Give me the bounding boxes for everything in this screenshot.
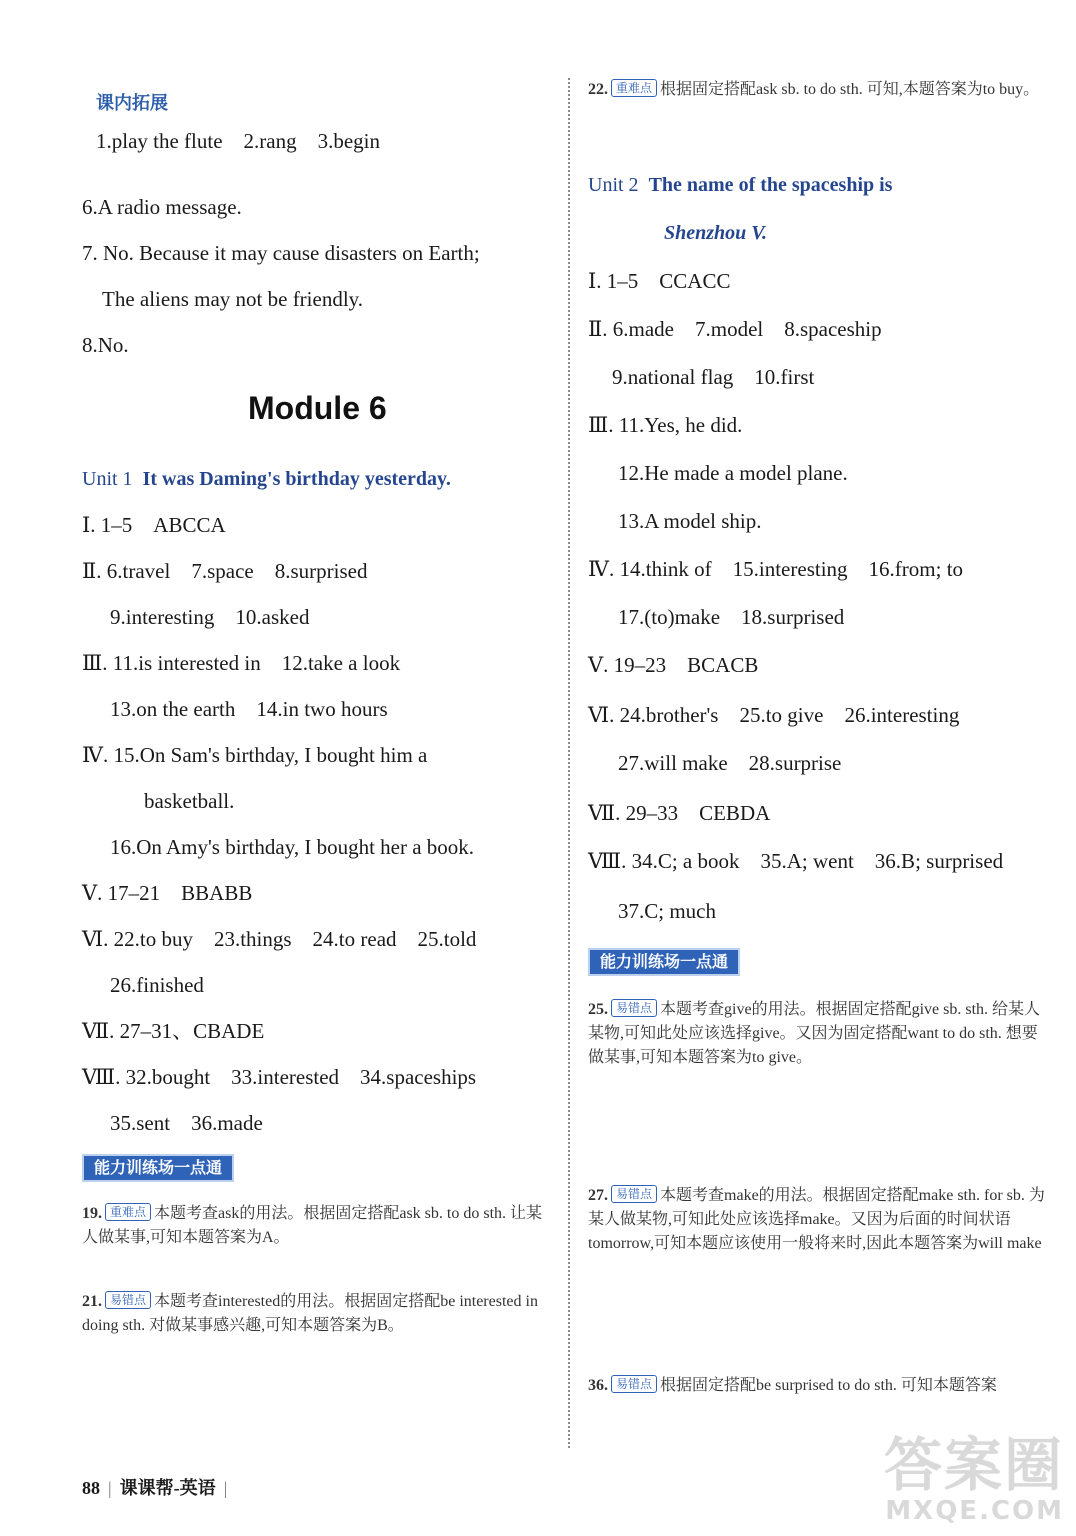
page-footer: 88 | 课课帮-英语 | xyxy=(82,1478,228,1498)
answer-line: Ⅳ. 14.think of 15.interesting 16.from; to xyxy=(588,557,964,581)
answer-line: basketball. xyxy=(144,789,235,813)
unit2-prefix: Unit 2 xyxy=(588,174,639,196)
note-number: 27. xyxy=(588,1187,608,1204)
note-tag: 易错点 xyxy=(611,1375,657,1393)
answer-line: 7. No. Because it may cause disasters on Earth; xyxy=(82,241,480,265)
answer-line: 37.C; much xyxy=(618,899,716,923)
section-banner: 能力训练场一点通 xyxy=(588,948,740,976)
explanation-note xyxy=(588,1184,1050,1256)
answer-line: 9.interesting 10.asked xyxy=(110,605,310,629)
note-number: 25. xyxy=(588,1001,608,1018)
unit2-title-line2 xyxy=(664,220,767,246)
note-tag: 易错点 xyxy=(611,1185,657,1203)
answer-line: Ⅷ. 34.C; a book 35.A; went 36.B; surprised xyxy=(588,849,1004,873)
note-text: 本题考查make的用法。根据固定搭配make sth. for sb. 为某人做某物,可知此处应该选择make。又因为后面的时间状语tomorrow,可知本题应该使用一般将来时,因此本题答案为will make xyxy=(588,1187,1045,1252)
section-head-kenei: 课内拓展 xyxy=(96,93,168,113)
watermark-small: MXQE.COM xyxy=(885,1496,1064,1526)
watermark-logo xyxy=(883,1431,1064,1526)
column-divider xyxy=(568,78,570,1448)
note-text: 根据固定搭配be surprised to do sth. 可知本题答案 xyxy=(660,1377,997,1394)
explanation-note xyxy=(588,998,1050,1070)
unit2-title-italic: Shenzhou V. xyxy=(664,222,768,244)
answer-line: 27.will make 28.surprise xyxy=(618,751,842,775)
answer-line: 16.On Amy's birthday, I bought her a book. xyxy=(110,835,475,859)
note-text: 本题考查ask的用法。根据固定搭配ask sb. to do sth. 让某人做某事,可知本题答案为A。 xyxy=(82,1205,543,1246)
note-tag: 重难点 xyxy=(611,79,657,97)
note-text: 根据固定搭配ask sb. to do sth. 可知,本题答案为to buy。 xyxy=(660,81,1040,98)
unit2-title-line1: The name of the spaceship is xyxy=(648,174,893,196)
page-number: 88 xyxy=(82,1478,100,1498)
note-tag: 易错点 xyxy=(611,999,657,1017)
answer-line: Ⅱ. 6.made 7.model 8.spaceship xyxy=(588,317,882,341)
answer-line: Ⅵ. 22.to buy 23.things 24.to read 25.told xyxy=(82,927,477,951)
answer-line: 12.He made a model plane. xyxy=(618,461,848,485)
answer-line: Ⅷ. 32.bought 33.interested 34.spaceships xyxy=(82,1065,477,1089)
note-number: 19. xyxy=(82,1205,102,1222)
module-title: Module 6 xyxy=(248,390,387,426)
book-title: 课课帮-英语 xyxy=(119,1478,216,1498)
note-tag: 易错点 xyxy=(105,1291,151,1309)
section-banner: 能力训练场一点通 xyxy=(82,1154,234,1182)
answer-line: Ⅶ. 29–33 CEBDA xyxy=(588,801,771,825)
unit1-prefix: Unit 1 xyxy=(82,468,133,490)
explanation-note xyxy=(82,1202,544,1250)
answer-line: 1.play the flute 2.rang 3.begin xyxy=(96,129,381,153)
explanation-note xyxy=(82,1290,544,1338)
note-tag: 重难点 xyxy=(105,1203,151,1221)
note-number: 22. xyxy=(588,81,608,98)
answer-line: The aliens may not be friendly. xyxy=(102,287,364,311)
answer-line: Ⅴ. 17–21 BBABB xyxy=(82,881,253,905)
answer-line: Ⅰ. 1–5 CCACC xyxy=(588,269,731,293)
unit1-title: It was Daming's birthday yesterday. xyxy=(142,468,451,490)
answer-line: 17.(to)make 18.surprised xyxy=(618,605,845,629)
answer-line: Ⅵ. 24.brother's 25.to give 26.interesting xyxy=(588,703,960,727)
answer-line: Ⅳ. 15.On Sam's birthday, I bought him a xyxy=(82,743,428,767)
note-text: 本题考查interested的用法。根据固定搭配be interested in doing sth. 对做某事感兴趣,可知本题答案为B。 xyxy=(82,1293,538,1334)
answer-line: 35.sent 36.made xyxy=(110,1111,263,1135)
answer-line: 6.A radio message. xyxy=(82,195,242,219)
explanation-note xyxy=(588,78,1050,102)
answer-line: 13.on the earth 14.in two hours xyxy=(110,697,388,721)
answer-line: Ⅱ. 6.travel 7.space 8.surprised xyxy=(82,559,368,583)
note-number: 36. xyxy=(588,1377,608,1394)
answer-line: Ⅴ. 19–23 BCACB xyxy=(588,653,759,677)
answer-line: 13.A model ship. xyxy=(618,509,762,533)
answer-line: Ⅰ. 1–5 ABCCA xyxy=(82,513,226,537)
answer-line: Ⅲ. 11.Yes, he did. xyxy=(588,413,743,437)
explanation-note xyxy=(588,1374,1050,1398)
note-text: 本题考查give的用法。根据固定搭配give sb. sth. 给某人某物,可知此处应该选择give。又因为固定搭配want to do sth. 想要做某事,可知本题答案为to give。 xyxy=(588,1001,1041,1066)
watermark-big: 答案圈 xyxy=(883,1431,1064,1499)
answer-line: 26.finished xyxy=(110,973,204,997)
unit2-heading xyxy=(588,172,892,198)
answer-line: Ⅶ. 27–31、CBADE xyxy=(82,1019,265,1043)
unit1-heading xyxy=(82,466,451,492)
answer-line: 9.national flag 10.first xyxy=(612,365,815,389)
answer-line: 8.No. xyxy=(82,333,129,357)
answer-line: Ⅲ. 11.is interested in 12.take a look xyxy=(82,651,401,675)
note-number: 21. xyxy=(82,1293,102,1310)
